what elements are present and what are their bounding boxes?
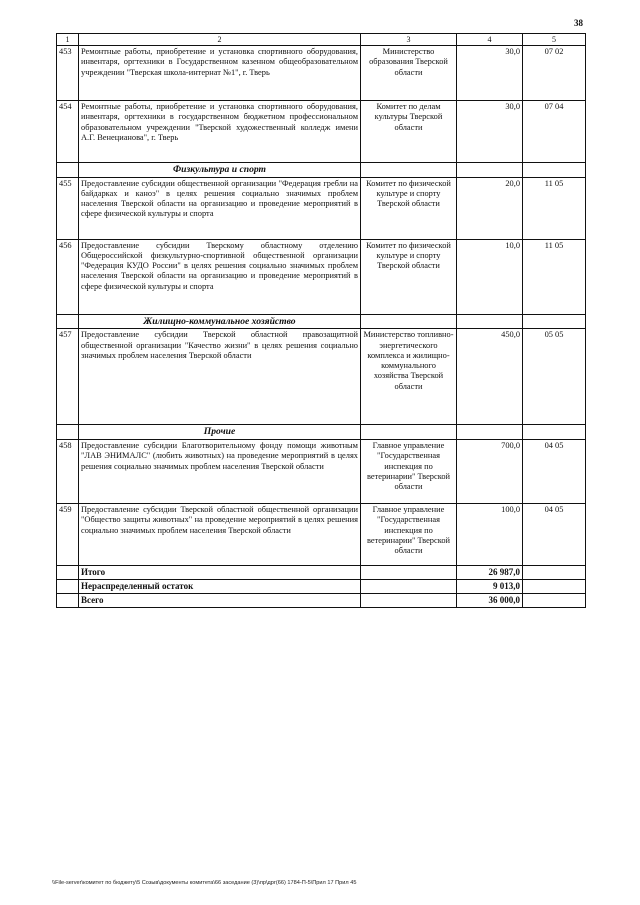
table-row: [57, 440, 586, 504]
section-title: Жилищно-коммунальное хозяйство: [79, 314, 361, 329]
section-title: Прочие: [79, 425, 361, 440]
column-header-code: 5: [523, 34, 586, 46]
row-code: 07 02: [523, 46, 586, 101]
row-number: 453: [57, 46, 79, 101]
row-code: 11 05: [523, 239, 586, 314]
row-description: Предоставление субсидии Тверскому областному отделению Общероссийской физкультурно-спортивной общественной организации "Федерация КУДО России" в целях решения социально значимых проблем населения Тверской области на организацию и проведение мероприятий в сфере физической культуры и спорта: [79, 239, 361, 314]
section-row: [57, 163, 586, 178]
row-code: 11 05: [523, 177, 586, 239]
column-header-description: 2: [79, 34, 361, 46]
file-path-footer: \\File-server\комитет по бюджету\5 Созыв\документы комитета\66 заседание (3)\пр\дрг(66) 1784-П-5\Прил 17 Прил 45: [52, 880, 357, 886]
table-row: [57, 329, 586, 425]
row-description: Предоставление субсидии общественной организации "Федерация гребли на байдарках и каноэ" в целях решения социально значимых проблем населения Тверской области на организацию и проведение мероприятий в сфере физической культуры и спорта: [79, 177, 361, 239]
row-organization: Комитет по физической культуре и спорту Тверской области: [361, 239, 457, 314]
row-amount: 30,0: [457, 101, 523, 163]
total-row: [57, 566, 586, 580]
table-header-row: [57, 34, 586, 46]
table-row: [57, 239, 586, 314]
table-row: [57, 177, 586, 239]
row-organization: Министерство топливно-энергетического комплекса и жилищно-коммунального хозяйства Тверской области: [361, 329, 457, 425]
row-organization: Комитет по физической культуре и спорту Тверской области: [361, 177, 457, 239]
row-amount: 450,0: [457, 329, 523, 425]
remainder-value: 9 013,0: [457, 580, 523, 594]
column-header-amount: 4: [457, 34, 523, 46]
table-row: [57, 46, 586, 101]
section-row: [57, 425, 586, 440]
row-amount: 20,0: [457, 177, 523, 239]
grand-total-row: [57, 594, 586, 608]
row-code: 05 05: [523, 329, 586, 425]
page-number: 38: [574, 18, 583, 28]
row-organization: Комитет по делам культуры Тверской области: [361, 101, 457, 163]
section-title: Физкультура и спорт: [79, 163, 361, 178]
row-code: 04 05: [523, 504, 586, 566]
row-organization: Главное управление "Государственная инспекция по ветеринарии" Тверской области: [361, 504, 457, 566]
grand-total-label: Всего: [79, 594, 361, 608]
remainder-row: [57, 580, 586, 594]
row-organization: Министерство образования Тверской области: [361, 46, 457, 101]
row-amount: 10,0: [457, 239, 523, 314]
row-description: Предоставление субсидии Тверской областной общественной организации "Общество защиты животных" на проведение мероприятий в целях решения социально значимых проблем населения Тверской области: [79, 504, 361, 566]
row-number: 457: [57, 329, 79, 425]
row-number: 454: [57, 101, 79, 163]
row-description: Ремонтные работы, приобретение и установка спортивного оборудования, инвентаря, оргтехники в Государственном казенном общеобразовательном учреждении "Тверская школа-интернат №1", г. Тверь: [79, 46, 361, 101]
row-organization: Главное управление "Государственная инспекция по ветеринарии" Тверской области: [361, 440, 457, 504]
table-row: [57, 101, 586, 163]
row-code: 04 05: [523, 440, 586, 504]
row-amount: 100,0: [457, 504, 523, 566]
row-code: 07 04: [523, 101, 586, 163]
row-amount: 700,0: [457, 440, 523, 504]
column-header-organization: 3: [361, 34, 457, 46]
row-number: 458: [57, 440, 79, 504]
budget-table: [56, 33, 586, 608]
remainder-label: Нераспределенный остаток: [79, 580, 361, 594]
row-description: Ремонтные работы, приобретение и установка спортивного оборудования, инвентаря, оргтехники в государственном бюджетном профессиональном образовательном учреждении "Тверской художественный колледж имени А.Г. Венецианова", г. Тверь: [79, 101, 361, 163]
row-description: Предоставление субсидии Благотворительному фонду помощи животным "ЛАВ ЭНИМАЛС" (любить животных) на проведение мероприятий в целях решения социально значимых проблем населения Тверской области: [79, 440, 361, 504]
row-amount: 30,0: [457, 46, 523, 101]
column-header-number: 1: [57, 34, 79, 46]
row-number: 455: [57, 177, 79, 239]
table-row: [57, 504, 586, 566]
total-value: 26 987,0: [457, 566, 523, 580]
row-number: 459: [57, 504, 79, 566]
total-label: Итого: [79, 566, 361, 580]
row-number: 456: [57, 239, 79, 314]
grand-total-value: 36 000,0: [457, 594, 523, 608]
section-row: [57, 314, 586, 329]
row-description: Предоставление субсидии Тверской областной правозащитной общественной организации "Качество жизни" в целях решения социально значимых проблем населения Тверской области: [79, 329, 361, 425]
